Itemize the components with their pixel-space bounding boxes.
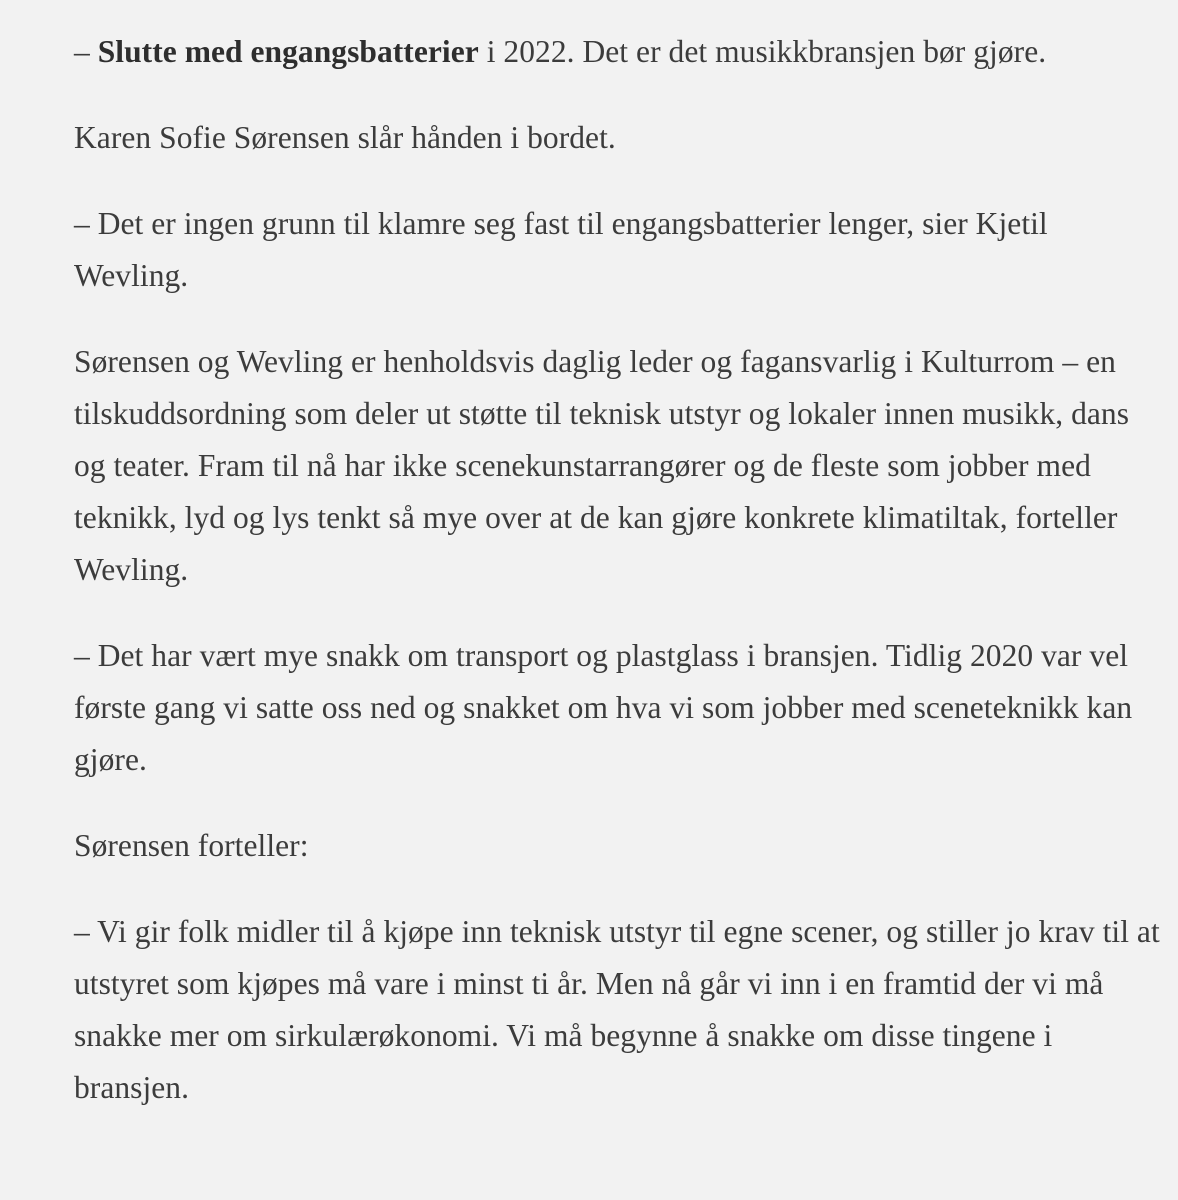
paragraph-quote: – Vi gir folk midler til å kjøpe inn teknisk utstyr til egne scener, og stiller jo krav til at utstyret som kjøpes må vare i minst ti år. Men nå går vi inn i en framtid der vi må snakke mer om sirkulærøkonomi. Vi må begynne å snakke om disse tingene i bransjen. (74, 914, 1160, 1105)
paragraph-quote: – Det er ingen grunn til klamre seg fast til engangsbatterier lenger, sier Kjetil Wevling. (74, 206, 1048, 293)
paragraph: Sørensen forteller: (74, 828, 309, 863)
paragraph-quote: – Det har vært mye snakk om transport og plastglass i bransjen. Tidlig 2020 var vel første gang vi satte oss ned og snakket om hva vi som jobber med sceneteknikk kan gjøre. (74, 638, 1133, 777)
lead-text: i 2022. Det er det musikkbransjen bør gjøre. (478, 34, 1047, 69)
lead-highlight: Slutte med engangsbatterier (97, 34, 479, 69)
paragraph: Sørensen og Wevling er henholdsvis daglig leder og fagansvarlig i Kulturrom – en tilskuddsordning som deler ut støtte til teknisk utstyr og lokaler innen musikk, dans og teater. Fram til nå har ikke scenekunstarrangører og de fleste som jobber med teknikk, lyd og lys tenkt så mye over at de kan gjøre konkrete klimatiltak, forteller Wevling. (74, 344, 1130, 587)
paragraph: Karen Sofie Sørensen slår hånden i bordet. (74, 120, 616, 155)
paragraph-lead (74, 26, 1164, 78)
article-body (74, 26, 1164, 1148)
lead-dash: – (74, 34, 98, 69)
